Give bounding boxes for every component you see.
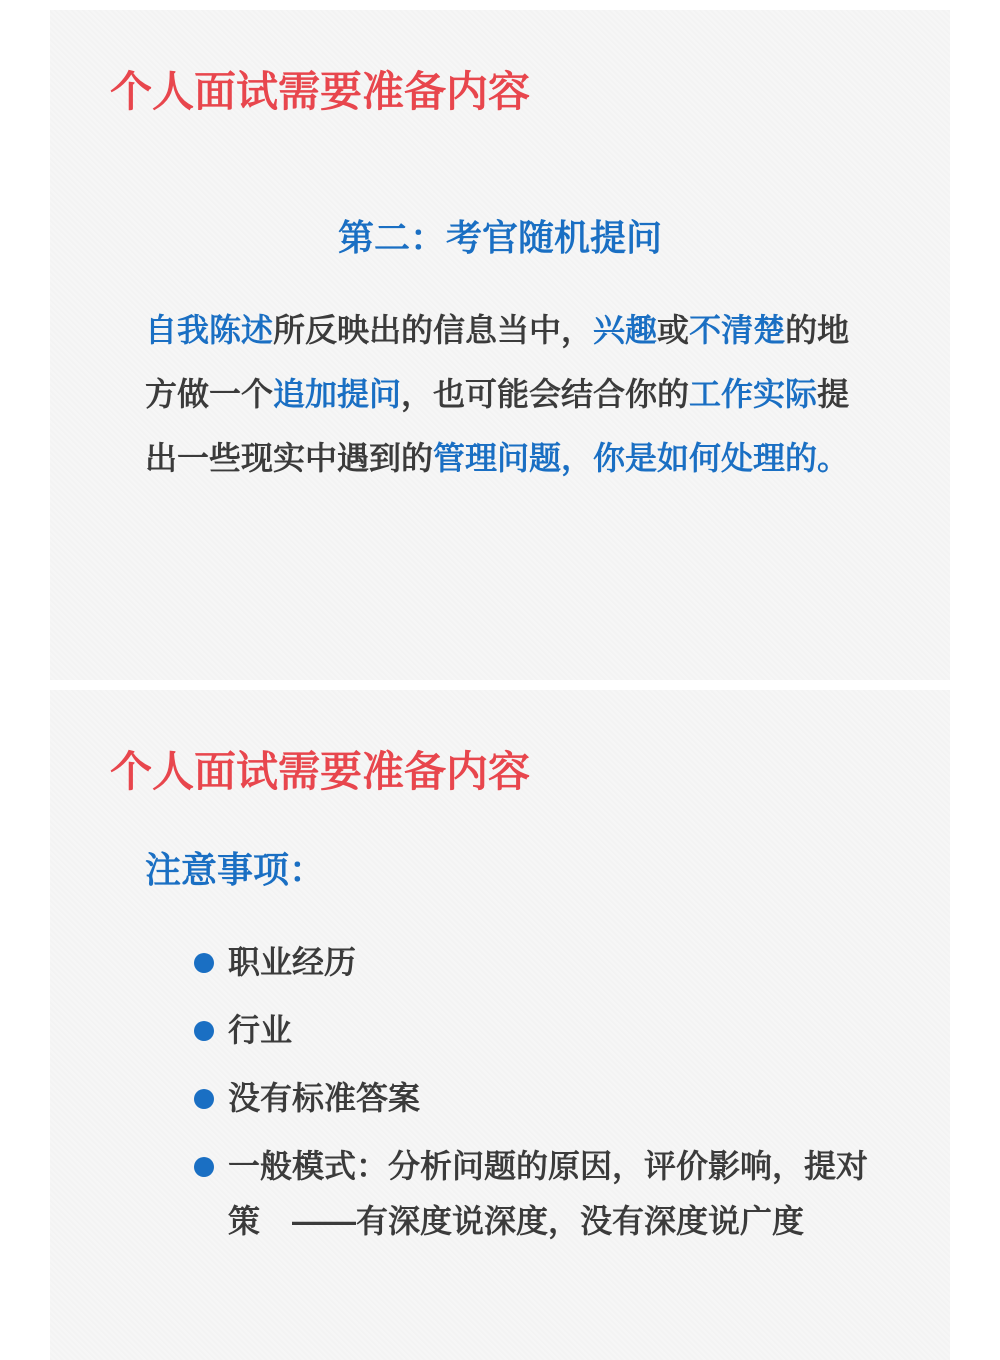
highlight-phrase: 追加提问 — [273, 376, 402, 412]
paragraph-line — [145, 298, 849, 362]
bullet-dot-icon — [194, 1089, 214, 1109]
list-item-text: 职业经历 — [228, 944, 357, 980]
list-item — [194, 935, 868, 990]
list-item-text: 一般模式：分析问题的原因，评价影响，提对 — [228, 1148, 869, 1184]
section-subtitle: 第二：考官随机提问 — [337, 217, 662, 258]
list-item-text: 没有标准答案 — [228, 1080, 421, 1116]
card-random-questions — [50, 10, 950, 680]
highlight-phrase: 兴趣 — [593, 312, 658, 348]
card-title: 个人面试需要准备内容 — [110, 748, 531, 795]
list-item-text: 行业 — [228, 1012, 293, 1048]
paragraph-text: 提 — [817, 376, 850, 412]
paragraph-text: 出一些现实中遇到的 — [145, 440, 434, 476]
list-item — [194, 1071, 868, 1126]
description-paragraph — [145, 298, 849, 490]
paragraph-text: 的地 — [785, 312, 850, 348]
highlight-phrase: 管理问题，你是如何处理的。 — [433, 440, 850, 476]
paragraph-text: ，也可能会结合你的 — [401, 376, 690, 412]
paragraph-line — [145, 426, 849, 490]
section-subtitle: 注意事项： — [145, 849, 326, 890]
list-item-text: 策 ——有深度说深度，没有深度说广度 — [228, 1203, 805, 1239]
paragraph-text: 或 — [657, 312, 690, 348]
paragraph-text: 方做一个 — [145, 376, 274, 412]
list-item — [194, 1003, 868, 1058]
card-title: 个人面试需要准备内容 — [110, 68, 531, 115]
bullet-dot-icon — [194, 953, 214, 973]
paragraph-line — [145, 362, 849, 426]
highlight-phrase: 自我陈述 — [145, 312, 274, 348]
list-item — [194, 1139, 868, 1249]
highlight-phrase: 不清楚 — [689, 312, 786, 348]
highlight-phrase: 工作实际 — [689, 376, 818, 412]
bullet-dot-icon — [194, 1157, 214, 1177]
notes-list — [194, 935, 868, 1262]
card-notes — [50, 690, 950, 1360]
paragraph-text: 所反映出的信息当中， — [273, 312, 594, 348]
bullet-dot-icon — [194, 1021, 214, 1041]
